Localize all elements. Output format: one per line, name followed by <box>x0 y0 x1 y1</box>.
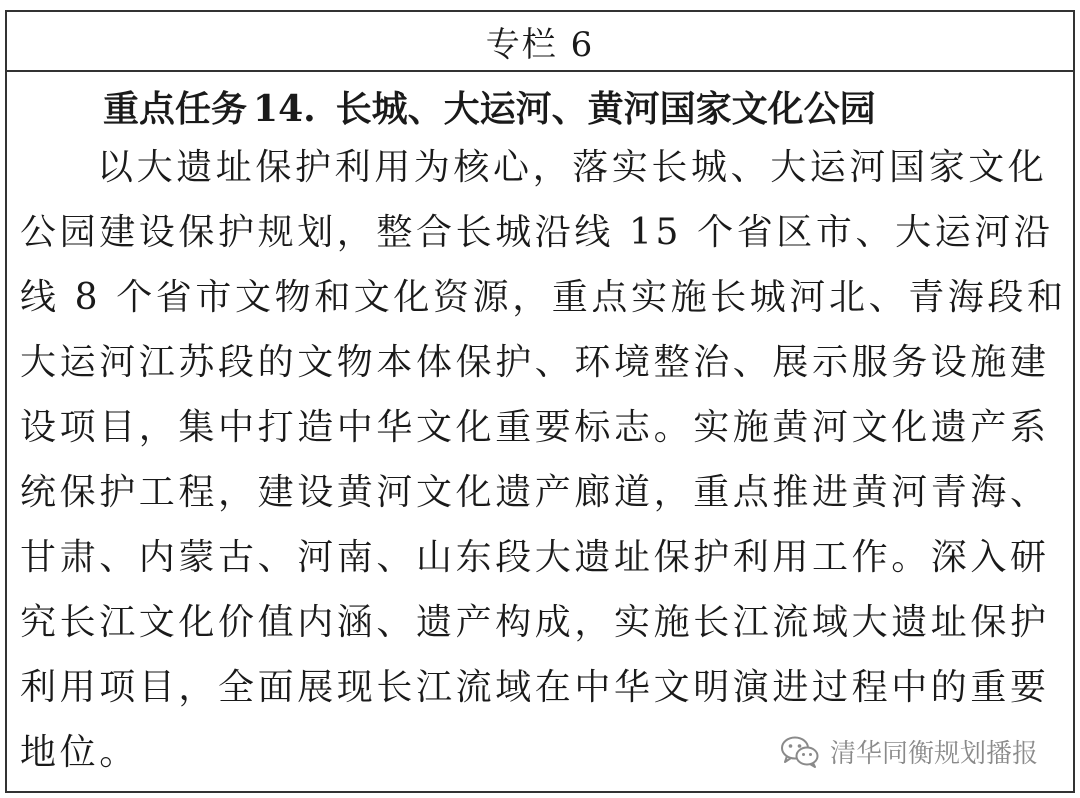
column-header <box>7 12 1073 72</box>
task-number: 14. <box>253 88 316 130</box>
column-header-text: 专栏 6 <box>485 24 595 65</box>
column-box <box>5 10 1075 793</box>
body-line-6: 统保护工程，建设黄河文化遗产廊道，重点推进黄河青海、 <box>20 472 1050 513</box>
body-line-1: 以大遗址保护利用为核心，落实长城、大运河国家文化 <box>97 147 1048 188</box>
body-line-7: 甘肃、内蒙古、河南、山东段大遗址保护利用工作。深入研 <box>20 537 1050 578</box>
watermark <box>780 733 1038 770</box>
body-line-5: 设项目，集中打造中华文化重要标志。实施黄河文化遗产系 <box>20 407 1050 448</box>
body-line-9: 利用项目，全面展现长江流域在中华文明演进过程中的重要 <box>20 667 1050 708</box>
wechat-icon <box>780 735 820 769</box>
body-line-3: 线 8 个省市文物和文化资源，重点实施长城河北、青海段和 <box>20 277 1067 318</box>
body-line-10: 地位。 <box>20 732 139 773</box>
task-title <box>7 84 1073 134</box>
task-prefix: 重点任务 <box>103 88 248 130</box>
watermark-text: 清华同衡规划播报 <box>829 739 1038 769</box>
body-line-8: 究长江文化价值内涵、遗产构成，实施长江流域大遗址保护 <box>20 602 1050 643</box>
body-line-4: 大运河江苏段的文物本体保护、环境整治、展示服务设施建 <box>20 342 1050 383</box>
task-name: 长城、大运河、黄河国家文化公园 <box>335 88 876 130</box>
body-line-2: 公园建设保护规划，整合长城沿线 15 个省区市、大运河沿 <box>20 212 1054 253</box>
body-text <box>7 135 1073 785</box>
